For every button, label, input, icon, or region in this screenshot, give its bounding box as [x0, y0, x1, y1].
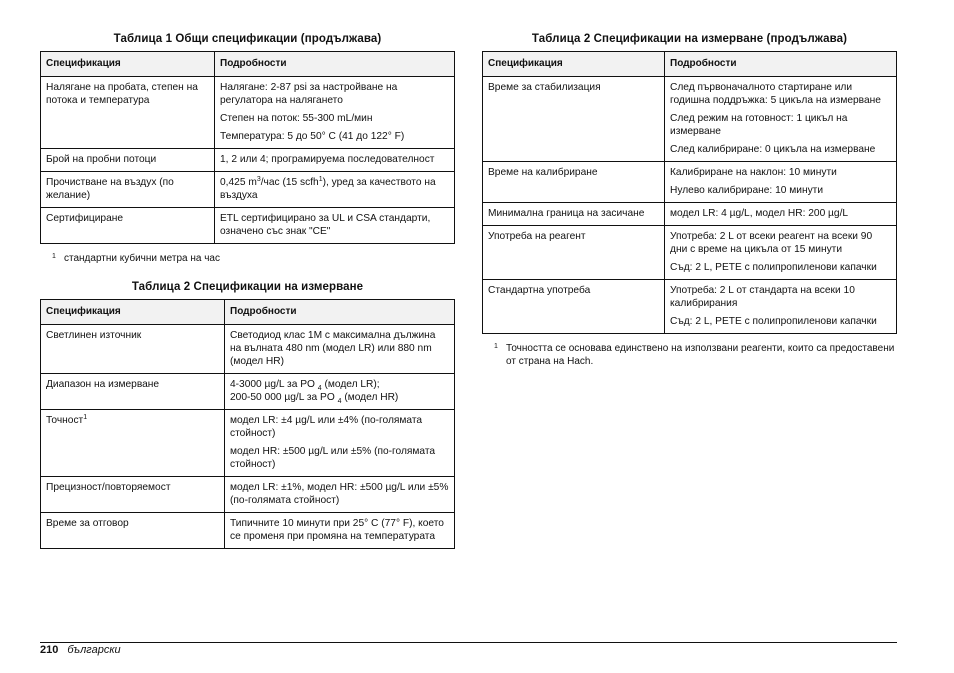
table-row — [41, 172, 455, 208]
table-row — [483, 203, 897, 226]
spec-cell: Време за стабилизация — [483, 77, 665, 162]
detail-line: Типичните 10 минути при 25° C (77° F), което се променя при промяна на температурата — [230, 518, 444, 542]
table2-caption: Таблица 2 Спецификации на измерване — [131, 281, 364, 293]
spec-cell: Време на калибриране — [483, 162, 665, 203]
measurement-specs-continued-table — [482, 51, 897, 334]
detail-line: модел LR: 4 µg/L, модел HR: 200 µg/L — [670, 208, 849, 219]
table-row — [41, 410, 455, 477]
detail-line: Калибриране на наклон: 10 минути — [670, 167, 837, 178]
detail-line: След първоначалното стартиране или годишна поддръжка: 5 цикъла на измерване — [670, 82, 881, 106]
footnote-ref: 1 — [83, 414, 88, 421]
detail-line — [230, 391, 449, 404]
detail-line: Съд: 2 L, PETE с полипропиленови капачки — [670, 262, 877, 273]
detail-line: След режим на готовност: 1 цикъл на измерване — [670, 113, 848, 137]
spec-cell: Време за отговор — [41, 513, 225, 549]
details-cell — [225, 374, 455, 410]
table-row — [41, 513, 455, 549]
spec-cell: Брой на пробни потоци — [41, 149, 215, 172]
table-row — [483, 162, 897, 203]
details-cell — [665, 226, 897, 280]
table-row — [41, 374, 455, 410]
table-row — [41, 77, 455, 149]
table-row — [483, 77, 897, 162]
detail-line: Степен на поток: 55-300 mL/мин — [220, 113, 373, 124]
details-cell — [215, 172, 455, 208]
details-cell — [215, 149, 455, 172]
detail-line — [230, 378, 449, 391]
column-header-details: Подробности — [215, 52, 455, 77]
detail-text: 0,425 m — [220, 177, 257, 188]
detail-line: модел HR: ±500 µg/L или ±5% (по-голямата стойност) — [230, 446, 436, 470]
detail-text: ), уред за качеството на въздуха — [220, 177, 436, 201]
detail-line: модел LR: ±4 µg/L или ±4% (по-голямата стойност) — [230, 415, 423, 439]
details-cell — [215, 208, 455, 244]
detail-line: Употреба: 2 L от всеки реагент на всеки 90 дни с време на цикъла от 15 минути — [670, 231, 873, 255]
table-row — [41, 477, 455, 513]
details-cell — [225, 477, 455, 513]
column-header-details: Подробности — [225, 300, 455, 325]
footnote-mark: 1 — [494, 343, 498, 350]
table-row — [483, 226, 897, 280]
details-cell — [225, 513, 455, 549]
table1-footnote — [40, 252, 455, 265]
detail-line: След калибриране: 0 цикъла на измерване — [670, 144, 876, 155]
table-header-row — [41, 300, 455, 325]
spec-cell: Сертифициране — [41, 208, 215, 244]
table-row — [41, 325, 455, 374]
right-column — [482, 33, 897, 368]
details-cell — [665, 203, 897, 226]
table-header-row — [483, 52, 897, 77]
column-header-spec: Спецификация — [483, 52, 665, 77]
measurement-specs-table — [40, 299, 455, 549]
table-row — [41, 208, 455, 244]
table2-continued-caption: Таблица 2 Спецификации на измерване (продължава) — [531, 33, 848, 45]
language-label: български — [67, 644, 121, 656]
detail-line: Налягане: 2-87 psi за настройване на регулатора на налягането — [220, 82, 398, 106]
subscript: 4 — [317, 385, 322, 392]
detail-line: Употреба: 2 L от стандарта на всеки 10 калибрирания — [670, 285, 855, 309]
detail-text: 200-50 000 µg/L за PO — [230, 392, 338, 403]
detail-line: Температура: 5 до 50° C (41 до 122° F) — [220, 131, 405, 142]
spec-cell: Прецизност/повторяемост — [41, 477, 225, 513]
detail-line — [220, 176, 449, 202]
column-header-spec: Спецификация — [41, 300, 225, 325]
accuracy-footnote — [482, 342, 897, 368]
left-column — [40, 33, 455, 549]
spec-cell: Минимална граница на засичане — [483, 203, 665, 226]
detail-line: Съд: 2 L, PETE с полипропиленови капачки — [670, 316, 877, 327]
details-cell — [225, 410, 455, 477]
spec-cell: Светлинен източник — [41, 325, 225, 374]
footnote-text: стандартни кубични метра на час — [64, 253, 220, 264]
details-cell — [215, 77, 455, 149]
detail-line: модел LR: ±1%, модел HR: ±500 µg/L или ±5% (по-голямата стойност) — [230, 482, 449, 506]
spec-cell: Прочистване на въздух (по желание) — [41, 172, 215, 208]
details-cell — [665, 162, 897, 203]
page-footer — [40, 643, 121, 657]
column-header-details: Подробности — [665, 52, 897, 77]
table-row — [41, 149, 455, 172]
details-cell — [225, 325, 455, 374]
table-header-row — [41, 52, 455, 77]
footnote-text: Точността се основава единствено на използвани реагенти, които са предоставени от страна на Hach. — [506, 343, 895, 367]
detail-line: Светодиод клас 1M с максимална дължина на вълната 480 nm (модел LR) или 880 nm (модел HR) — [230, 330, 436, 367]
detail-line: Нулево калибриране: 10 минути — [670, 185, 824, 196]
subscript: 4 — [337, 398, 342, 405]
details-cell — [665, 77, 897, 162]
page-number: 210 — [40, 644, 59, 656]
footer-divider — [40, 642, 897, 643]
column-header-spec: Спецификация — [41, 52, 215, 77]
table1-caption: Таблица 1 Общи спецификации (продължава) — [113, 33, 382, 45]
footnote-mark: 1 — [52, 253, 56, 260]
details-cell — [665, 280, 897, 334]
spec-cell: Стандартна употреба — [483, 280, 665, 334]
superscript: 3 — [256, 176, 261, 183]
detail-text: (модел LR); — [321, 379, 380, 390]
spec-cell: Диапазон на измерване — [41, 374, 225, 410]
spec-text: Точност — [46, 415, 84, 426]
spec-cell: Употреба на реагент — [483, 226, 665, 280]
spec-cell — [41, 410, 225, 477]
detail-text: 4-3000 µg/L за PO — [230, 379, 318, 390]
detail-line: ETL сертифицирано за UL и CSA стандарти, означено със знак "CE" — [220, 213, 431, 237]
detail-line: 1, 2 или 4; програмируема последователност — [220, 154, 435, 165]
footnote-ref: 1 — [318, 176, 323, 183]
spec-cell: Налягане на пробата, степен на потока и температура — [41, 77, 215, 149]
table-row — [483, 280, 897, 334]
general-specs-table — [40, 51, 455, 244]
detail-text: /час (15 scfh — [260, 177, 319, 188]
detail-text: (модел HR) — [341, 392, 399, 403]
